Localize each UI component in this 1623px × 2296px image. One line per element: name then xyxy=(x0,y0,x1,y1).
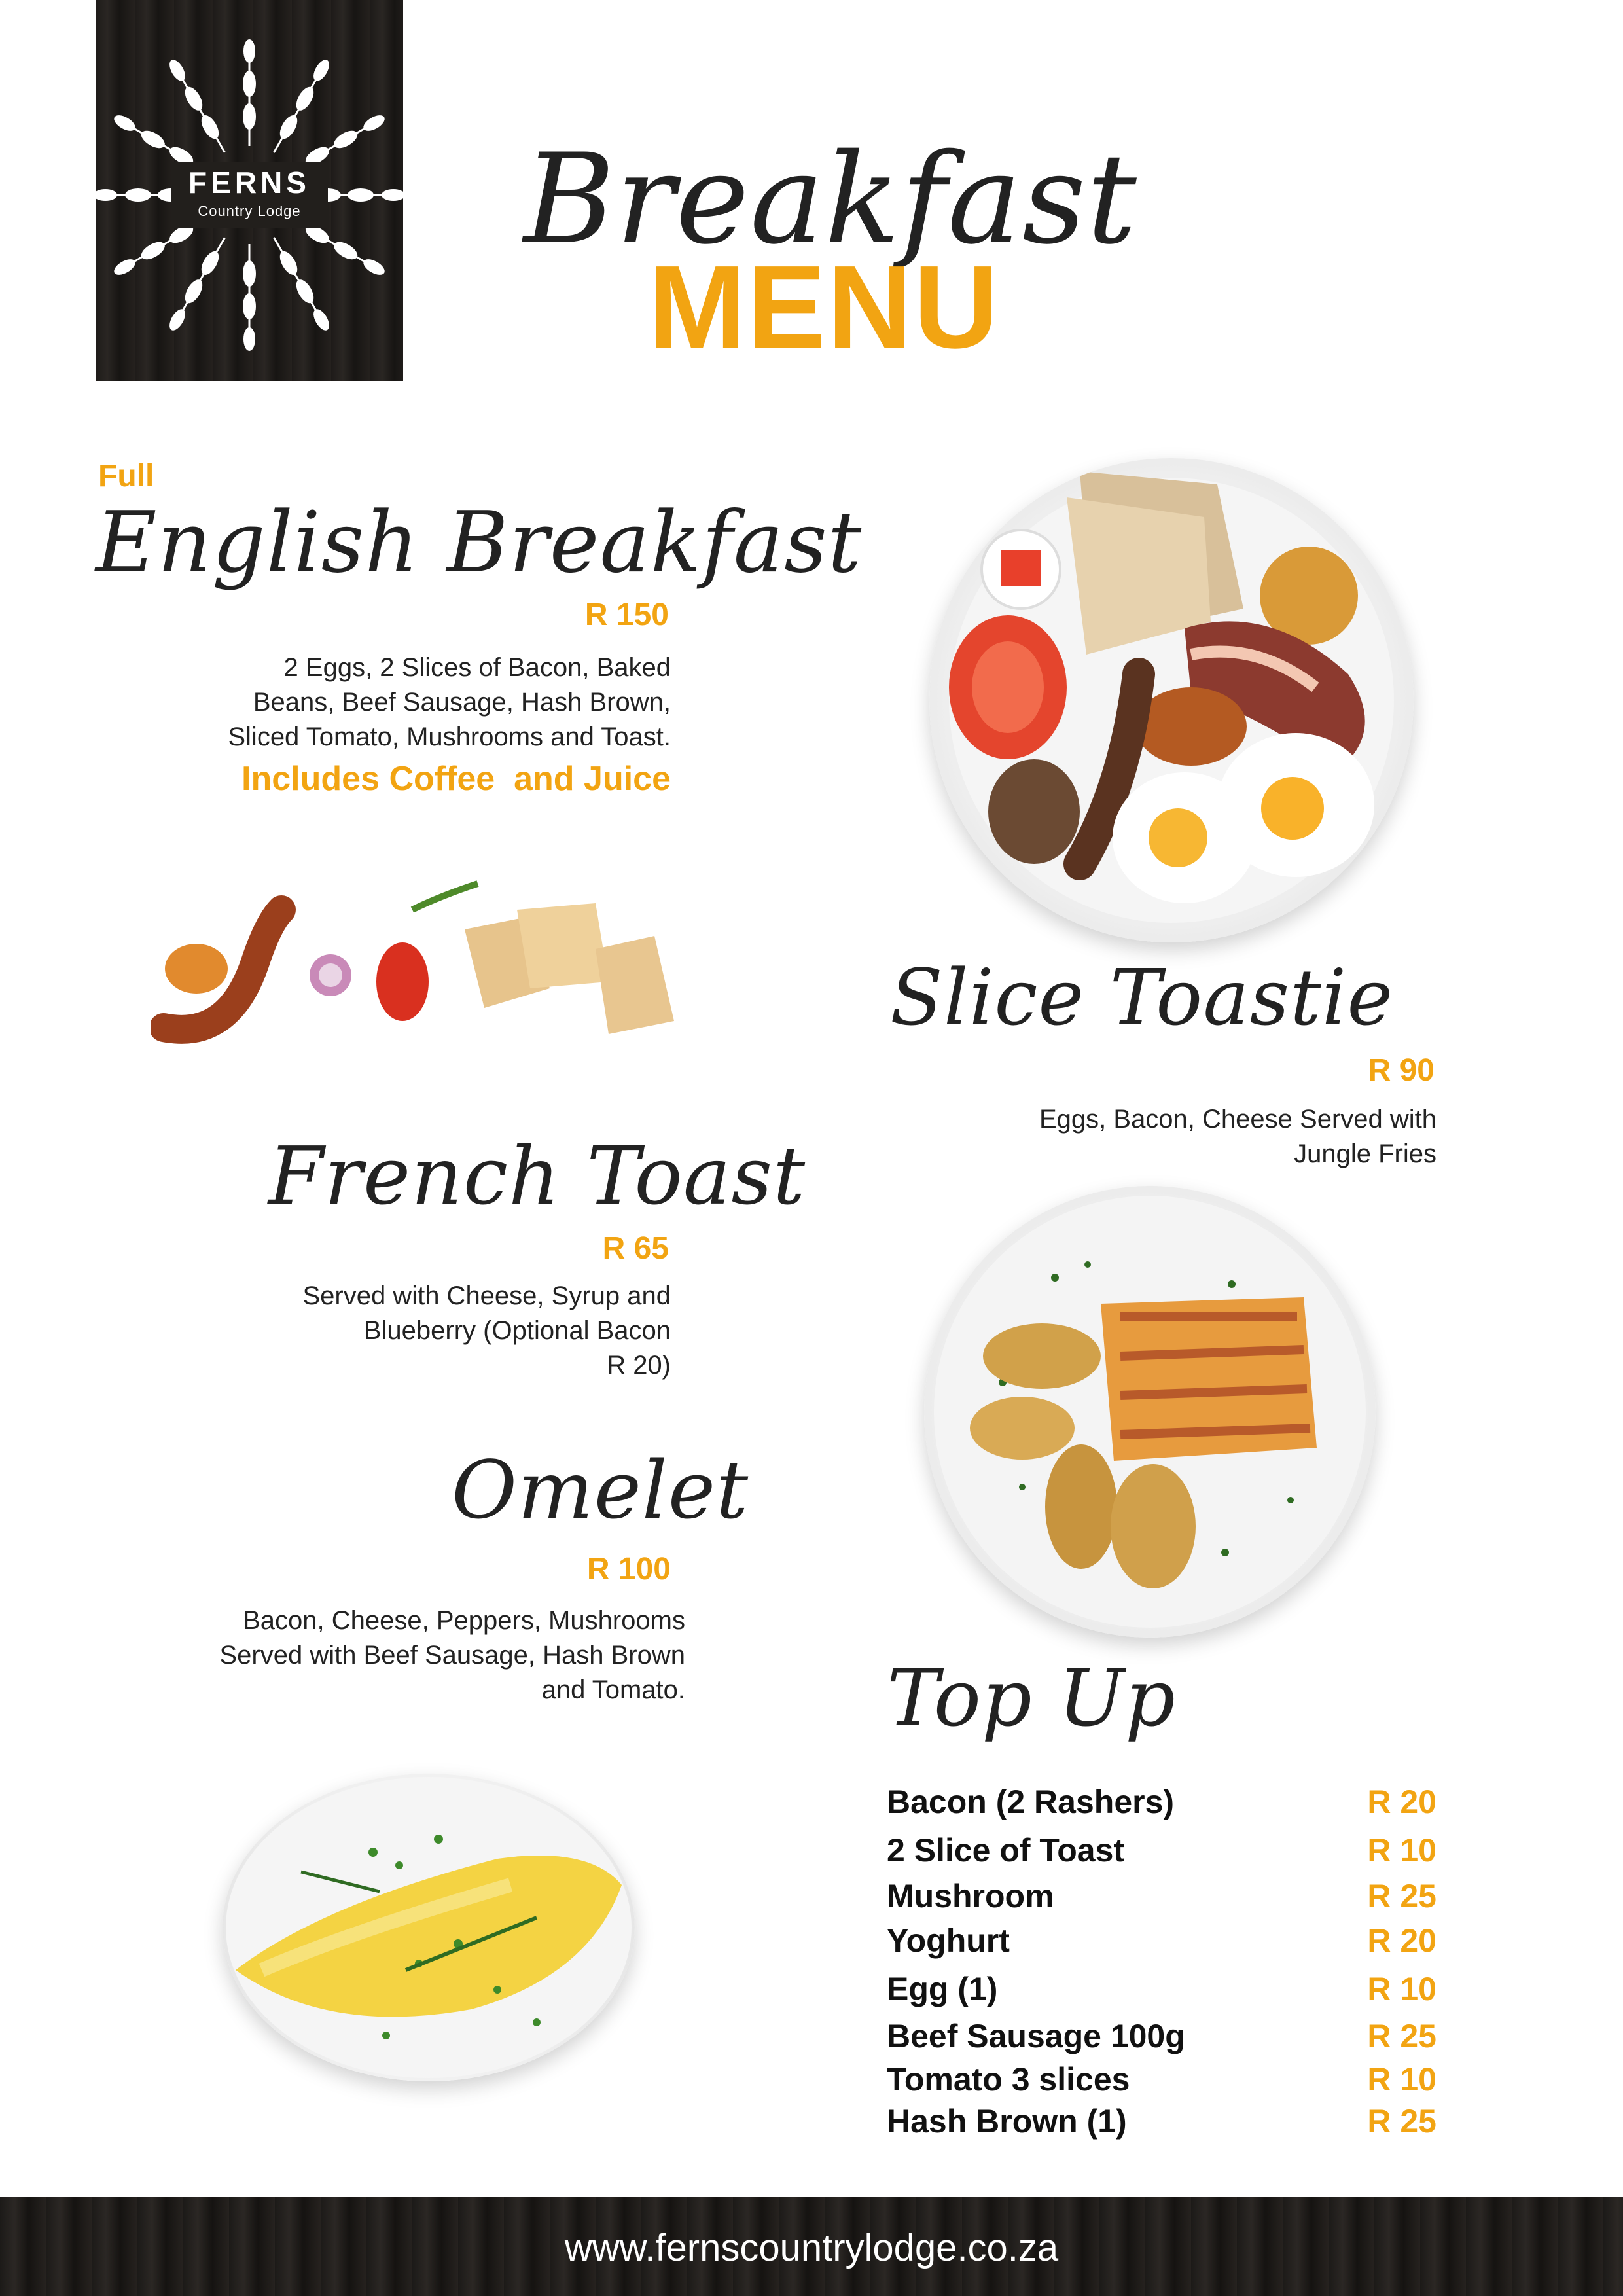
english-breakfast-note: Includes Coffee and Juice xyxy=(241,760,671,798)
logo xyxy=(96,0,403,381)
footer xyxy=(0,2197,1623,2296)
english-breakfast-description: 2 Eggs, 2 Slices of Bacon, Baked Beans, Beef Sausage, Hash Brown, Sliced Tomato, Mushrooms and Toast. xyxy=(228,653,671,751)
slice-toastie-image xyxy=(924,1186,1376,1638)
slice-toastie-price: R 90 xyxy=(1368,1053,1435,1088)
english-breakfast-title: English Breakfast xyxy=(96,494,863,592)
logo-subtitle: Country Lodge xyxy=(198,203,301,219)
french-toast-title: French Toast xyxy=(268,1130,806,1223)
omelet-price: R 100 xyxy=(586,1552,671,1587)
list-item: Mushroom R 25 xyxy=(887,1878,1436,1914)
list-item: Hash Brown (1) R 25 xyxy=(887,2103,1436,2140)
slice-toastie-title: Slice Toastie xyxy=(890,952,1394,1043)
english-breakfast-prefix: Full xyxy=(98,459,154,493)
omelet-description: Bacon, Cheese, Peppers, Mushrooms Served with Beef Sausage, Hash Brown and Tomato. xyxy=(219,1606,685,1704)
english-breakfast-image xyxy=(929,458,1414,942)
list-item: Bacon (2 Rashers) R 20 xyxy=(887,1784,1436,1820)
logo-brand: FERNS xyxy=(188,166,310,200)
omelet-title: Omelet xyxy=(452,1444,749,1537)
website-link[interactable]: www.fernscountrylodge.co.za xyxy=(564,2227,1059,2269)
list-item: Yoghurt R 20 xyxy=(887,1922,1436,1959)
title-script: Breakfast xyxy=(524,127,1137,272)
french-toast-price: R 65 xyxy=(602,1231,669,1266)
list-item: Beef Sausage 100g R 25 xyxy=(887,2018,1436,2054)
slice-toastie-description: Eggs, Bacon, Cheese Served with Jungle Fries xyxy=(1039,1105,1436,1168)
ingredients-image xyxy=(151,870,681,1067)
list-item: Tomato 3 slices R 10 xyxy=(887,2061,1436,2098)
english-breakfast-price: R 150 xyxy=(584,598,669,632)
list-item: 2 Slice of Toast R 10 xyxy=(887,1832,1436,1869)
omelet-image xyxy=(223,1774,635,2081)
title-menu: MENU xyxy=(648,242,1000,373)
top-up-title: Top Up xyxy=(887,1653,1176,1744)
list-item: Egg (1) R 10 xyxy=(887,1971,1436,2007)
french-toast-description: Served with Cheese, Syrup and Blueberry (Optional Bacon R 20) xyxy=(302,1282,671,1380)
